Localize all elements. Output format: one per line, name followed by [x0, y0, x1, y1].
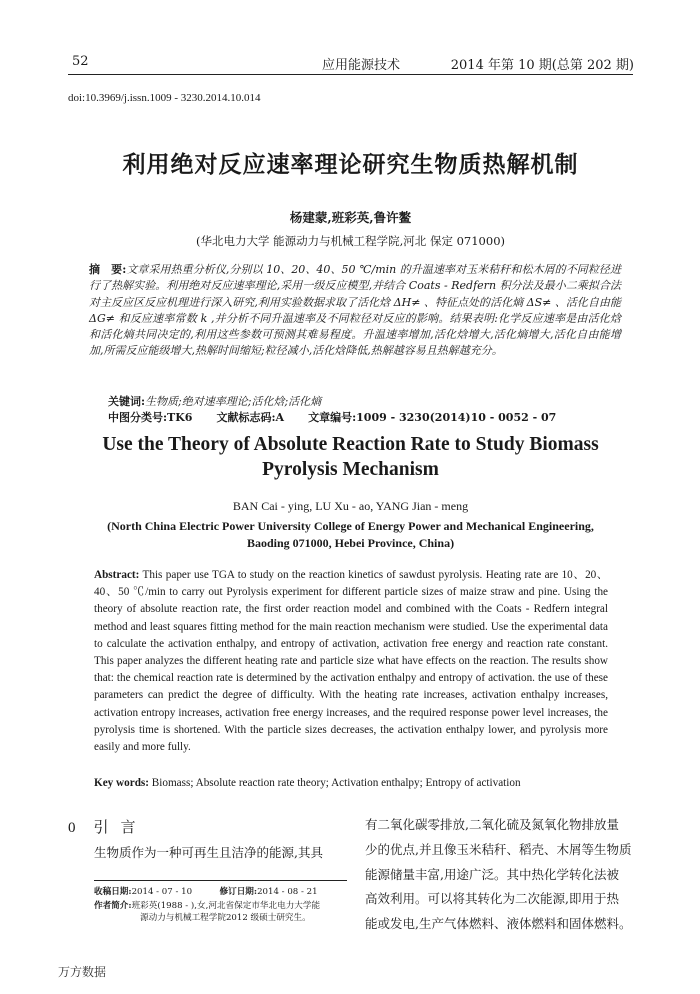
author-bio-line1: 班彩英(1988 - ),女,河北省保定市华北电力大学能 — [131, 901, 321, 911]
keywords-label: 关键词: — [108, 395, 146, 408]
keywords-text: 生物质;绝对速率理论;活化焓;活化熵 — [145, 395, 322, 408]
document-code: 文献标志码:A — [216, 411, 285, 424]
issue-info: 2014 年第 10 期(总第 202 期) — [450, 58, 634, 73]
abstract-text: 文章采用热重分析仪,分别以 10、20、40、50 ℃/min 的升温速率对玉米秸秆和松木屑的不同粒径进行了热解实验。利用绝对反应速率理论,采用一级反应模型,并结合 Coats - Redfern 积分法及最小二乘拟合法对主反应区反应机理进行深入研究,利用实验数据求取了活化焓 ΔH≠ 、特征点处的活化熵 ΔS≠ 、活化自由能 ΔG≠ 和反应速率常数 k ,并分析不同升温速率及不同粒径对反应的影响。结果表明:化学反应速率是由活化焓和活化熵共同决定的,利用这些参数可预测其难易程度。升温速率增加,活化焓增大,活化熵增大,活化自由能增加,所需反应能级增大,热解时间缩短;粒径减小,活化焓降低,热解越容易且热解越充分。 — [89, 263, 621, 358]
abstract-label: 摘 要: — [89, 263, 127, 276]
abstract-english-label: Abstract: — [94, 569, 140, 581]
header-rule — [68, 74, 633, 75]
abstract-english — [94, 567, 608, 756]
affiliation-chinese: (华北电力大学 能源动力与机械工程学院,河北 保定 071000) — [196, 234, 505, 248]
right-line: 高效利用。可以将其转化为二次能源,即用于热 — [365, 891, 619, 907]
keywords-english-text: Biomass; Absolute reaction rate theory; Activation enthalpy; Entropy of activation — [151, 777, 521, 789]
title-english-line1: Use the Theory of Absolute Reaction Rate to Study Biomass — [102, 434, 599, 455]
right-line: 能或发电,生产气体燃料、液体燃料和固体燃料。 — [365, 916, 632, 932]
article-number: 文章编号:1009 - 3230(2014)10 - 0052 - 07 — [308, 411, 557, 424]
section-title: 引言 — [93, 818, 148, 836]
right-line: 少的优点,并且像玉米秸秆、稻壳、木屑等生物质 — [365, 841, 632, 857]
received-date: 2014 - 07 - 10 — [131, 887, 193, 897]
author-bio-line2: 源动力与机械工程学院2012 级硕士研究生。 — [140, 913, 311, 923]
author-bio-label: 作者简介: — [94, 901, 132, 911]
footnote-author — [94, 900, 346, 924]
keywords-chinese — [108, 393, 321, 409]
keywords-english — [94, 777, 521, 789]
classification-line — [108, 409, 580, 425]
watermark: 万方数据 — [58, 965, 107, 979]
section-heading-introduction — [68, 816, 148, 837]
authors-chinese: 杨建蒙,班彩英,鲁许鳌 — [289, 210, 412, 225]
page-number: 52 — [72, 54, 89, 69]
affiliation-english-line2: Baoding 071000, Hebei Province, China) — [246, 536, 455, 550]
title-chinese: 利用绝对反应速率理论研究生物质热解机制 — [122, 151, 579, 178]
abstract-english-text: This paper use TGA to study on the reaction kinetics of sawdust pyrolysis. Heating rate are 10、20、40、50 ℃/min to carry out Pyrolysis experiment for different particle sizes of maize straw and pine. Using the theory of absolute reaction rate, the first order reaction model and combined with the Coats - Redfern integral method and least squares fitting method for the main reaction mechanism were studied. Use the experimental data to calculate the activation enthalpy, and entropy of activation, activation free energy and reaction rate constant. This paper analyzes the different heating rate and particle size what have effects on the reaction. The results show that: the chemical reaction rate is determined by the activation enthalpy and entropy of activation. the use of these parameters can predict the degree of difficulty. With the heating rate increases, activation enthalpy increases, activation entropy increases, activation free energy increases, and the required response power level increases, the pyrolysis time is shortened. With the particle sizes decreases, the activation enthalpy lower, and pyrolysis more easily and more fully. — [94, 569, 608, 754]
intro-paragraph-start: 生物质作为一种可再生且洁净的能源,其具 — [94, 845, 323, 860]
authors-english: BAN Cai - ying, LU Xu - ao, YANG Jian - meng — [232, 499, 469, 513]
abstract-chinese — [89, 262, 621, 360]
title-english — [68, 432, 633, 482]
footnote-rule — [94, 880, 347, 881]
journal-name: 应用能源技术 — [322, 58, 401, 73]
revised-label: 修订日期: — [219, 887, 258, 897]
revised-date: 2014 - 08 - 21 — [257, 887, 318, 897]
right-line: 能源储量丰富,用途广泛。其中热化学转化法被 — [365, 866, 619, 882]
footnote-dates — [94, 886, 346, 898]
right-line: 有二氧化碳零排放,二氧化硫及氮氧化物排放量 — [365, 817, 619, 832]
affiliation-english-line1: (North China Electric Power University College of Energy Power and Mechanical Engineering, — [107, 519, 594, 533]
title-english-line2: Pyrolysis Mechanism — [262, 459, 439, 480]
clc-number: 中图分类号:TK6 — [108, 411, 193, 424]
affiliation-english — [68, 518, 633, 552]
keywords-english-label: Key words: — [94, 777, 149, 789]
intro-right-column — [365, 813, 635, 937]
section-number: 0 — [68, 820, 76, 836]
received-label: 收稿日期: — [94, 887, 132, 897]
doi[interactable]: doi:10.3969/j.issn.1009 - 3230.2014.10.014 — [68, 92, 261, 104]
